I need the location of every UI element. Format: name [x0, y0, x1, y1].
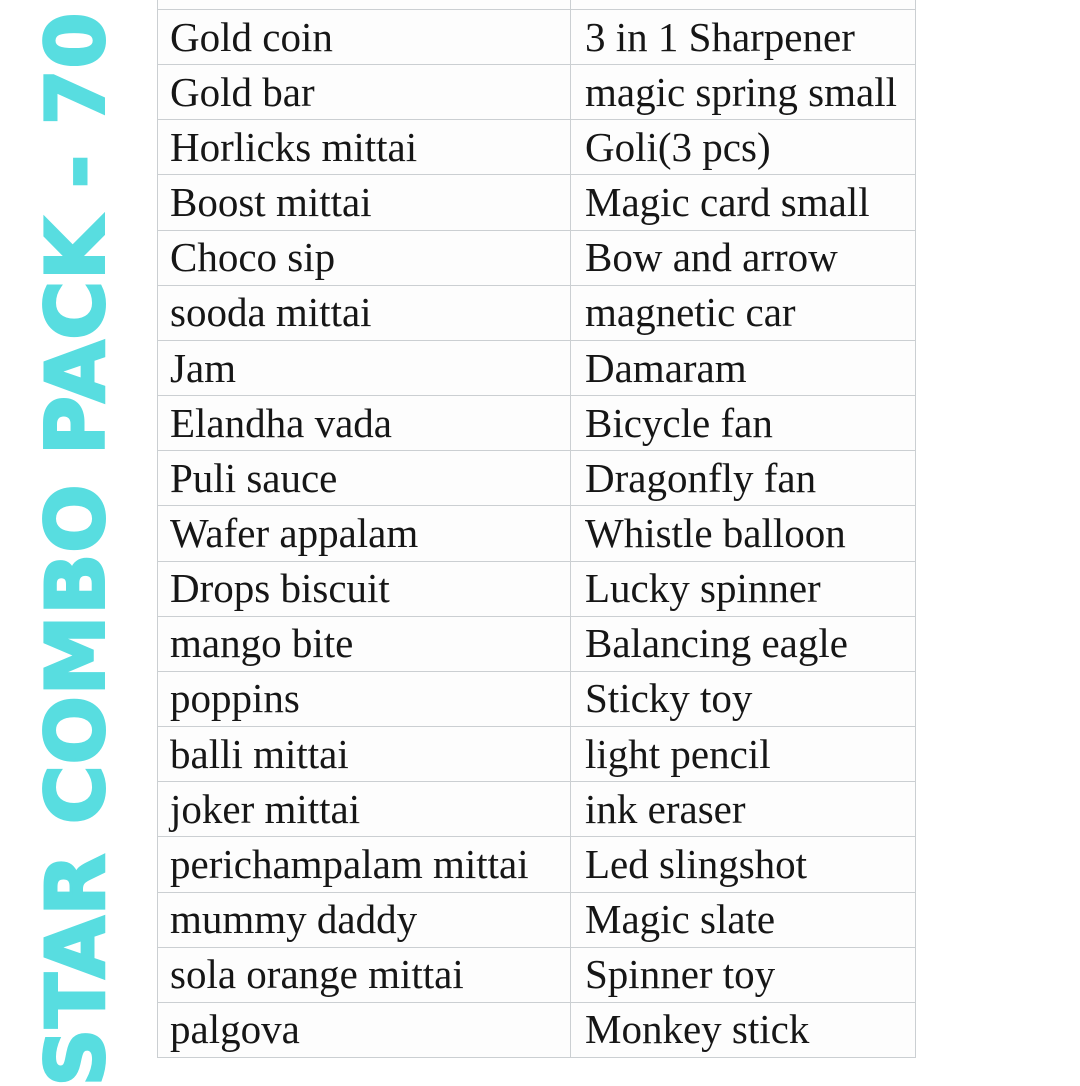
table-row: [158, 451, 915, 506]
table-cell-toy: Spinner toy: [585, 951, 776, 998]
table-cell-toy: Dragonfly fan: [585, 454, 817, 501]
table-cell-snack: Choco sip: [158, 231, 571, 285]
table-cell-snack: joker mittai: [158, 782, 571, 836]
table-cell-snack: sola orange mittai: [158, 948, 571, 1002]
table-cell-snack: palgova: [158, 1003, 571, 1057]
table-row: [158, 727, 915, 782]
table-row: [158, 231, 915, 286]
table-cell-snack: Gold bar: [158, 65, 571, 119]
table-cell-snack: [158, 0, 571, 9]
table-cell-snack: Gold coin: [158, 10, 571, 64]
table-cell-snack: Puli sauce: [158, 451, 571, 505]
table-row: [158, 617, 915, 672]
table-cell-toy: Damaram: [585, 344, 747, 391]
table-cell-toy: Monkey stick: [585, 1006, 810, 1053]
table-cell-toy: Sticky toy: [585, 675, 753, 722]
page-title: STAR COMBO PACK - 70: [29, 11, 123, 1086]
table-row: [158, 562, 915, 617]
table-cell-toy: 3 in 1 Sharpener: [585, 13, 855, 60]
table-cell-toy: Magic card small: [585, 179, 870, 226]
table-row: [158, 120, 915, 175]
table-cell-toy: Led slingshot: [585, 840, 808, 887]
table-cell-snack: balli mittai: [158, 727, 571, 781]
table-cell-snack: mummy daddy: [158, 893, 571, 947]
table-cell-toy: [571, 0, 915, 9]
table-row: [158, 948, 915, 1003]
table-row: [158, 1003, 915, 1058]
table-cell-snack: Elandha vada: [158, 396, 571, 450]
table-cell-snack: mango bite: [158, 617, 571, 671]
table-cell-toy: Balancing eagle: [585, 620, 848, 667]
table-cell-toy: magic spring small: [585, 68, 898, 115]
table-cell-toy: ink eraser: [585, 785, 746, 832]
table-row: [158, 10, 915, 65]
table-cell-snack: Drops biscuit: [158, 562, 571, 616]
table-cell-snack: poppins: [158, 672, 571, 726]
table-row: [158, 837, 915, 892]
table-cell-snack: Jam: [158, 341, 571, 395]
table-cell-snack: Horlicks mittai: [158, 120, 571, 174]
table-cell-snack: Wafer appalam: [158, 506, 571, 560]
table-row: [158, 175, 915, 230]
table-row: [158, 893, 915, 948]
table-cell-snack: sooda mittai: [158, 286, 571, 340]
table-row: [158, 506, 915, 561]
table-cell-toy: Bow and arrow: [585, 234, 838, 281]
table-cell-toy: magnetic car: [585, 289, 796, 336]
table-cell-toy: Lucky spinner: [585, 565, 821, 612]
table-cell-toy: Goli(3 pcs): [585, 123, 771, 170]
table-cell-toy: light pencil: [585, 730, 771, 777]
product-table: [157, 0, 916, 1058]
table-cell-toy: Whistle balloon: [585, 509, 846, 556]
table-cell-snack: Boost mittai: [158, 175, 571, 229]
table-row: [158, 672, 915, 727]
table-row: [158, 286, 915, 341]
table-cell-toy: Magic slate: [585, 896, 776, 943]
table-row: [158, 396, 915, 451]
table-row-clipped: [158, 0, 915, 10]
table-cell-toy: Bicycle fan: [585, 399, 773, 446]
table-cell-snack: perichampalam mittai: [158, 837, 571, 891]
table-row: [158, 341, 915, 396]
table-row: [158, 65, 915, 120]
table-row: [158, 782, 915, 837]
